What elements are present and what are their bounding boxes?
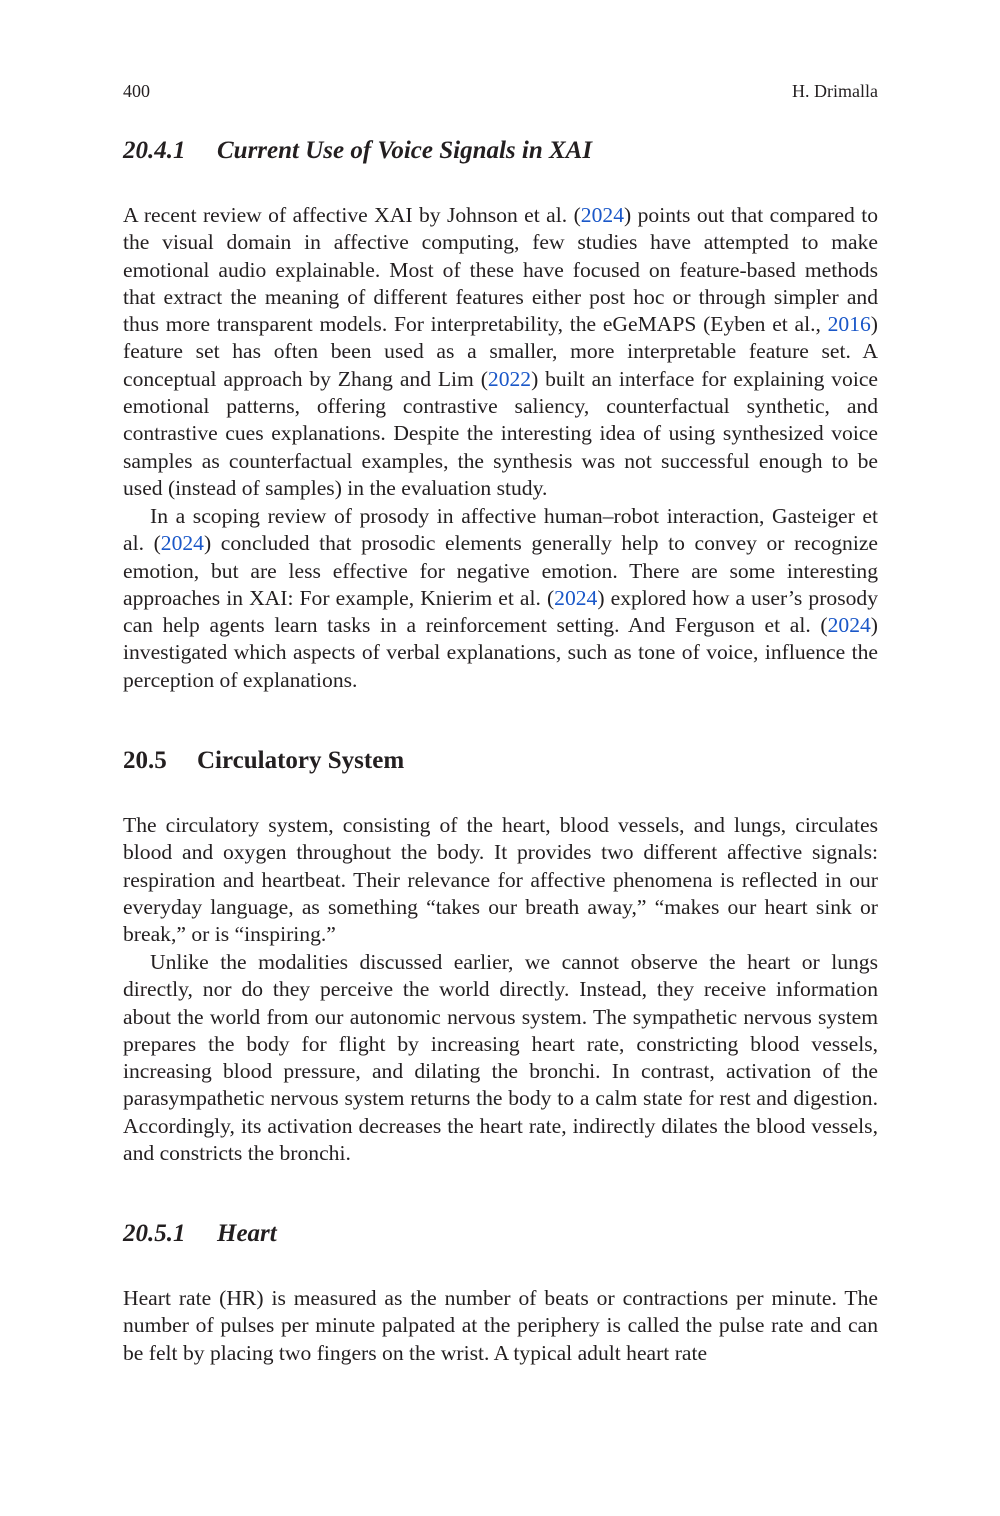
text: ) investigated which aspects of verbal explanations, such as tone of voice, influence the perception of explanations. [123, 613, 878, 692]
section-title: Current Use of Voice Signals in XAI [217, 137, 593, 164]
page-number: 400 [123, 81, 150, 101]
paragraph-prosody [123, 503, 878, 694]
text: ) feature set has often been used as a smaller, more interpretable feature set. A conceptual approach by Zhang and Lim ( [123, 312, 878, 391]
section-title: Heart [217, 1220, 277, 1247]
text: In a scoping review of prosody in affective human–robot interaction, Gasteiger et al. ( [123, 504, 878, 556]
running-author: H. Drimalla [792, 81, 878, 101]
running-header [123, 79, 878, 103]
citation-link[interactable]: 2016 [827, 312, 871, 337]
text: A recent review of affective XAI by Johnson et al. ( [123, 203, 581, 227]
citation-link[interactable]: 2022 [487, 366, 532, 391]
text: ) concluded that prosodic elements generally help to convey or recognize emotion, but are less effective for negative emotion. There are some interesting approaches in XAI: For example, Knierim et al. ( [123, 531, 878, 610]
heading-20-4-1 [123, 136, 878, 166]
text: ) explored how a user’s prosody can help agents learn tasks in a reinforcement setting. And Ferguson et al. ( [123, 585, 878, 638]
heading-20-5-1 [123, 1219, 878, 1249]
citation-link[interactable]: 2024 [554, 585, 598, 610]
section-number: 20.5 [123, 747, 167, 774]
paragraph-autonomic: Unlike the modalities discussed earlier, we cannot observe the heart or lungs directly, nor do they perceive the world directly. Instead, they receive information about the world from our autonomic nervous system. The sympathetic nervous system prepares the body for flight by increasing heart rate, constricting blood vessels, increasing blood pressure, and dilating the bronchi. In contrast, activation of the parasympathetic nervous system returns the body to a calm state for rest and digestion. Accordingly, its activation decreases the heart rate, indirectly dilates the blood vessels, and constricts the bronchi. [123, 950, 878, 1166]
citation-link[interactable]: 2024 [580, 203, 624, 227]
text: ) built an interface for explaining voice emotional patterns, offering contrastive saliency, counterfactual synthetic, and contrastive cues explanations. Despite the interesting idea of using synthesized voice samples as counterfactual examples, the synthesis was not successful enough to be used (instead of samples) in the evaluation study. [123, 366, 878, 500]
paragraph-heart-rate: Heart rate (HR) is measured as the number of beats or contractions per minute. The number of pulses per minute palpated at the periphery is called the pulse rate and can be felt by placing two fingers on the wrist. A typical adult heart rate [123, 1286, 878, 1365]
section-title: Circulatory System [197, 747, 405, 774]
paragraph-xai-review [123, 202, 878, 502]
citation-link[interactable]: 2024 [160, 531, 204, 556]
section-number: 20.4.1 [123, 137, 186, 164]
citation-link[interactable]: 2024 [827, 613, 871, 638]
section-number: 20.5.1 [123, 1220, 186, 1247]
heading-20-5 [123, 746, 878, 776]
paragraph-circulatory: The circulatory system, consisting of the heart, blood vessels, and lungs, circulates blood and oxygen throughout the body. It provides two different affective signals: respiration and heartbeat. Their relevance for affective phenomena is reflected in our everyday language, as something “takes our breath away,” “makes our heart sink or break,” or is “inspiring.” [123, 813, 878, 947]
text: ) points out that compared to the visual domain in affective computing, few studies have attempted to make emotional audio explainable. Most of these have focused on feature-based methods that extract the meaning of different features either post hoc or through simpler and thus more transparent models. For interpretability, the eGeMAPS (Eyben et al., [123, 203, 878, 337]
